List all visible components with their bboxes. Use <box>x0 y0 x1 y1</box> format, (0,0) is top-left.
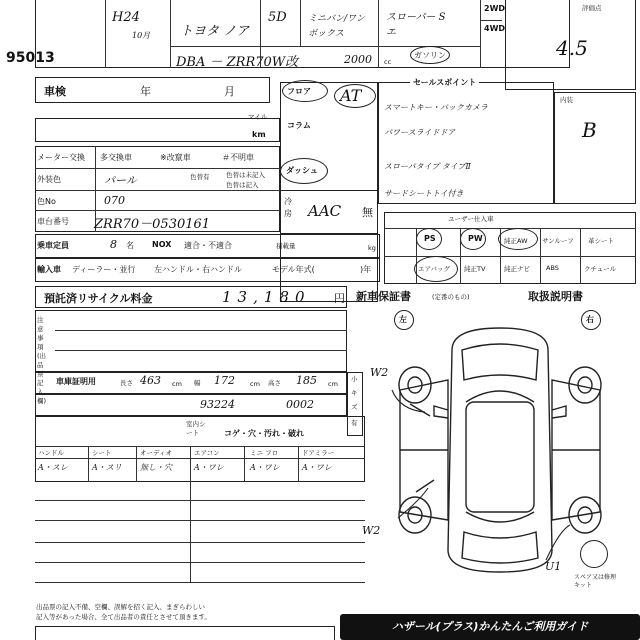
smoke-char-1: 小 <box>351 375 358 383</box>
month-text: 10月 <box>132 31 151 40</box>
column-label: コラム <box>287 121 311 130</box>
damage-mark-1: W2 <box>370 366 389 379</box>
sales-point-1: スマートキー・バックカメラ <box>384 103 488 112</box>
mileage-unit-mile: マイル <box>248 113 268 121</box>
seat-label: 室内シート <box>186 420 206 437</box>
grid-header-1: ハンドル <box>38 449 64 457</box>
spare-label: スペア又は修理キット <box>574 574 617 589</box>
length-value: 463 <box>140 374 161 387</box>
ac-value: AAC <box>308 202 342 220</box>
meter-opt-2: ※改竄車 <box>160 153 191 162</box>
lot-number: 95013 <box>6 50 55 66</box>
floor-circle <box>282 80 328 102</box>
guide-banner[interactable] <box>340 614 640 640</box>
smoke-char-3: ズ <box>351 403 358 411</box>
damage-mark-3: U1 <box>545 560 562 573</box>
grid-value-1: A・スレ <box>38 463 68 472</box>
equip-couture: クチュール <box>584 265 617 273</box>
right-mark: 右 <box>586 315 594 324</box>
notes-side-label: 注意事項(出品票記入欄) <box>37 316 47 405</box>
trans-circle <box>334 84 376 108</box>
equip-leather: 革シート <box>588 237 614 245</box>
smoke-char-4: 有 <box>351 419 358 427</box>
nox-label: NOX <box>152 240 172 249</box>
shaken-year-unit: 年 <box>140 85 151 98</box>
grid-value-6: A・ワレ <box>302 463 332 472</box>
import-model-year: モデル年式( <box>272 265 315 274</box>
spare-circle <box>580 540 608 568</box>
meter-opt-3: ＃不明車 <box>222 153 254 162</box>
load-label: 積載量 <box>276 242 296 250</box>
mileage-unit-km: km <box>252 130 266 139</box>
grid-header-5: ミニ フロ <box>250 449 279 457</box>
color-no-label: 色No <box>37 197 56 206</box>
chassis-value: ZRR70－0530161 <box>94 217 211 232</box>
sales-points-title: セールスポイント <box>410 77 479 88</box>
meter-label: メーター交換 <box>37 153 85 162</box>
doors-value: 5D <box>268 10 287 25</box>
dash-label: ダッシュ <box>286 166 318 175</box>
interior-box <box>554 92 636 204</box>
footer-box <box>35 626 335 640</box>
recycle-label: 預託済リサイクル料金 <box>44 292 153 305</box>
nox-options: 適合・不適合 <box>184 241 232 250</box>
floor-label: フロア <box>287 87 311 96</box>
damage-mark-2: W2 <box>362 524 381 537</box>
meter-opt-1: 多交換車 <box>100 153 132 162</box>
load-unit: kg <box>368 244 376 252</box>
ac-label: 冷房 <box>284 197 292 218</box>
mileage-row <box>35 118 280 142</box>
equip-pw: PW <box>468 234 483 243</box>
left-mark: 左 <box>399 315 407 324</box>
manual-label: 取扱説明書 <box>528 290 583 303</box>
body-type: ミニバン/ワンボックス <box>308 14 366 39</box>
recycle-unit: 円 <box>334 292 345 305</box>
shaken-label: 車検 <box>44 85 66 98</box>
drive-4wd: 4WD <box>484 24 506 33</box>
grid-value-3: 無し・穴 <box>140 463 172 472</box>
sales-point-2: パワースライドドア <box>384 128 456 137</box>
score-label: 評価点 <box>582 4 602 12</box>
warranty-label: 新車保証書 <box>356 290 411 303</box>
import-dealer: ディーラー・並行 <box>72 265 136 274</box>
score-value: 4.5 <box>556 36 588 60</box>
ps-circle <box>416 228 442 250</box>
grid-header-2: シート <box>92 449 112 457</box>
model-code: DBA － ZRR70W改 <box>176 55 299 70</box>
grid-value-4: A・ワレ <box>194 463 224 472</box>
height-value: 185 <box>296 374 317 387</box>
import-handle: 左ハンドル・右ハンドル <box>154 265 242 274</box>
guide-banner-text: ハザール(プラス)かんたんご利用ガイド <box>391 620 589 633</box>
grid-value-2: A・スリ <box>92 463 122 472</box>
color-note-2: 色替は未記入 <box>226 171 265 179</box>
grid-text: コゲ・穴・汚れ・破れ <box>224 429 304 438</box>
color-label: 外装色 <box>37 175 61 184</box>
color-value: パール <box>104 174 137 187</box>
interior-score: B <box>582 118 597 142</box>
displacement-unit: cc <box>384 58 392 66</box>
pw-circle <box>460 228 486 250</box>
dash-circle <box>280 158 328 184</box>
sales-point-3: スローパタイプ タイプⅡ <box>384 162 471 171</box>
drive-2wd: 2WD <box>484 4 506 13</box>
color-note-3: 色替は記入 <box>226 181 259 189</box>
maker-model: トヨタ ノア <box>180 24 250 39</box>
serial-a: 93224 <box>200 398 235 411</box>
grade-value: スローパー Sエ <box>386 12 446 38</box>
disclaimer-2: 記入等があった場合、全て出品者の責任とさせて頂きます。 <box>36 613 211 621</box>
color-note-1: 色替有 <box>190 173 210 181</box>
grid-header-4: エアコン <box>194 449 220 457</box>
recycle-amount: 13,180 <box>222 288 311 306</box>
disclaimer-1: 出品票の記入不備、空欄、誤解を招く記入、まぎらわしい <box>36 603 205 611</box>
equip-aw: 純正AW <box>504 237 528 245</box>
color-no-value: 070 <box>104 194 125 207</box>
sales-points-box <box>378 82 554 204</box>
width-label: 幅 <box>194 379 201 387</box>
fuel-circle <box>410 46 450 64</box>
trans-value: AT <box>340 86 362 105</box>
certificate-label: 車庫証明用 <box>56 377 96 386</box>
equip-airbag: エアバッグ <box>418 265 450 273</box>
sales-point-4: サードシートトイ付き <box>384 189 464 198</box>
height-unit: cm <box>328 380 338 388</box>
capacity-value: 8 <box>110 238 117 251</box>
equip-tv: 純正TV <box>464 265 486 273</box>
length-label: 長さ <box>120 379 133 387</box>
equip-sunroof: サンルーフ <box>542 237 574 245</box>
interior-label: 内装 <box>560 96 573 104</box>
notes-area <box>35 310 347 372</box>
warranty-sub: (定番のもの) <box>432 293 470 301</box>
airbag-circle <box>414 256 458 282</box>
year-text: H24 <box>112 10 140 25</box>
grid-value-5: A・ワレ <box>250 463 280 472</box>
shaken-month-unit: 月 <box>224 85 235 98</box>
serial-b: 0002 <box>286 398 314 411</box>
equip-abs: ABS <box>546 264 559 272</box>
equip-ps: PS <box>424 234 436 243</box>
displacement: 2000 <box>344 53 372 66</box>
grid-header-3: オーディオ <box>140 449 172 457</box>
ac-side: 無 <box>362 206 373 219</box>
fuel-type: ガソリン <box>414 51 446 60</box>
smoke-char-2: キ <box>351 389 358 397</box>
width-unit: cm <box>250 380 260 388</box>
chassis-label: 車台番号 <box>37 217 69 226</box>
grid-header-6: ドアミラー <box>302 449 335 457</box>
import-label: 輸入車 <box>37 265 61 274</box>
capacity-unit: 名 <box>126 241 134 250</box>
capacity-label: 乗車定員 <box>37 241 69 250</box>
width-value: 172 <box>214 374 235 387</box>
length-unit: cm <box>172 380 182 388</box>
equip-navi: 純正ナビ <box>504 265 530 273</box>
aw-circle <box>498 228 538 250</box>
user-label: ユーザー仕入車 <box>448 215 494 223</box>
height-label: 高さ <box>268 379 281 387</box>
import-year-close: )年 <box>360 265 372 274</box>
